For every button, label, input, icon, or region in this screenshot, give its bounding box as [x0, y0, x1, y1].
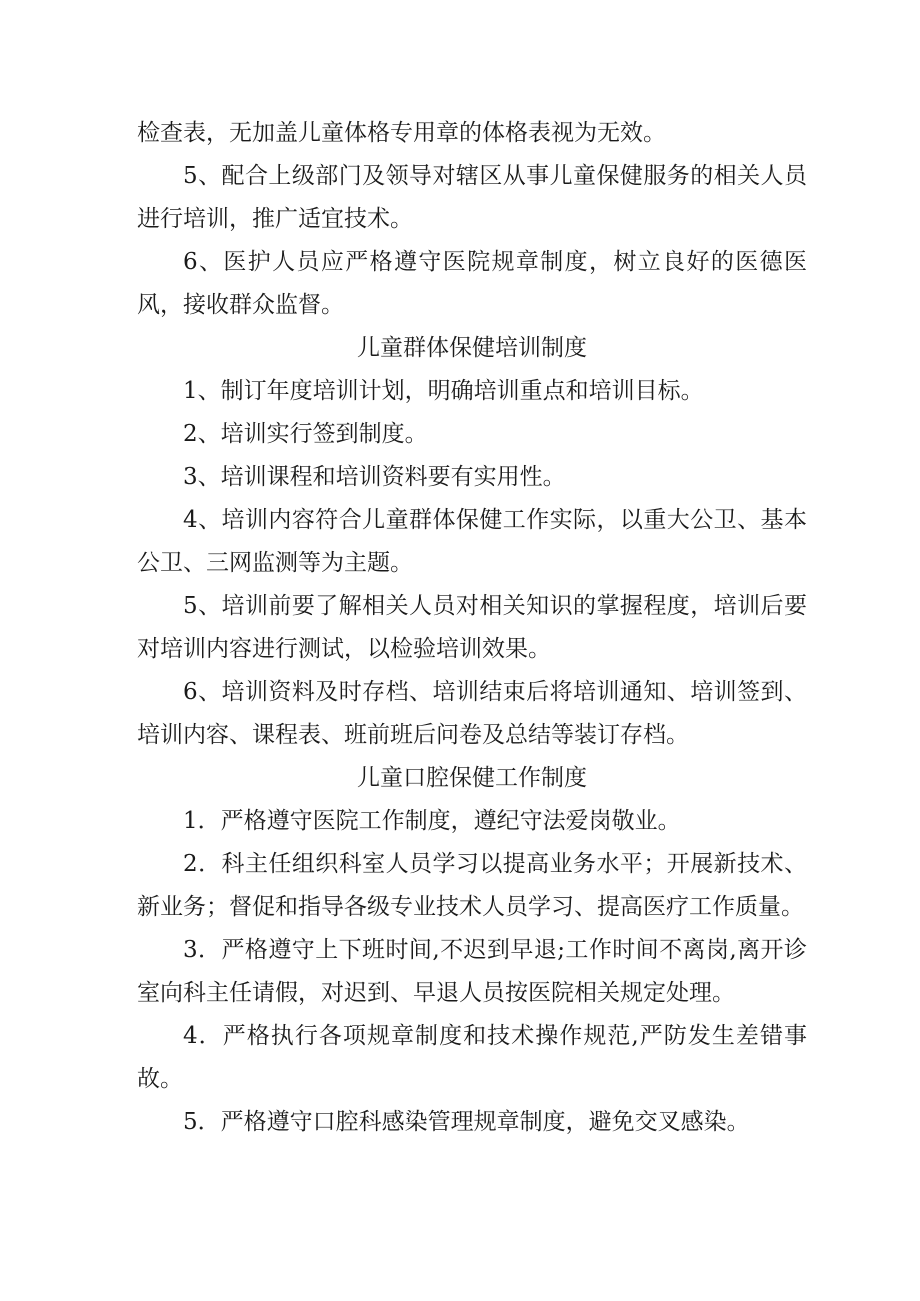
section2-item-1: 1、制订年度培训计划，明确培训重点和培训目标。 — [183, 378, 704, 404]
section3-item-2: 2．科主任组织科室人员学习以提高业务水平；开展新技术、新业务；督促和指导各级专业技术人员学习、提高医疗工作质量。 — [137, 851, 807, 920]
section2-item-6: 6、培训资料及时存档、培训结束后将培训通知、培训签到、培训内容、课程表、班前班后问卷及总结等装订存档。 — [137, 679, 807, 748]
section3-item-3: 3．严格遵守上下班时间,不迟到早退;工作时间不离岗,离开诊室向科主任请假，对迟到、早退人员按医院相关规定处理。 — [137, 937, 807, 1006]
section2-item-3: 3、培训课程和培训资料要有实用性。 — [183, 464, 566, 490]
section2-item-5: 5、培训前要了解相关人员对相关知识的掌握程度，培训后要对培训内容进行测试，以检验培训效果。 — [137, 593, 807, 662]
section3-item-1: 1．严格遵守医院工作制度，遵纪守法爱岗敬业。 — [183, 808, 681, 834]
lead-paragraph: 检查表，无加盖儿童体格专用章的体格表视为无效。 — [137, 120, 666, 146]
section2-title: 儿童群体保健培训制度 — [357, 335, 587, 361]
section3-item-5: 5．严格遵守口腔科感染管理规章制度，避免交叉感染。 — [183, 1109, 750, 1135]
section2-item-2: 2、培训实行签到制度。 — [183, 421, 428, 447]
section3-item-4: 4．严格执行各项规章制度和技术操作规范,严防发生差错事故。 — [137, 1023, 807, 1092]
document-body — [137, 112, 807, 1144]
section2-item-4: 4、培训内容符合儿童群体保健工作实际，以重大公卫、基本公卫、三网监测等为主题。 — [137, 507, 807, 576]
section3-title: 儿童口腔保健工作制度 — [357, 765, 587, 791]
section1-item-5: 5、配合上级部门及领导对辖区从事儿童保健服务的相关人员进行培训，推广适宜技术。 — [137, 163, 807, 232]
section1-item-6: 6、医护人员应严格遵守医院规章制度，树立良好的医德医风，接收群众监督。 — [137, 249, 807, 318]
